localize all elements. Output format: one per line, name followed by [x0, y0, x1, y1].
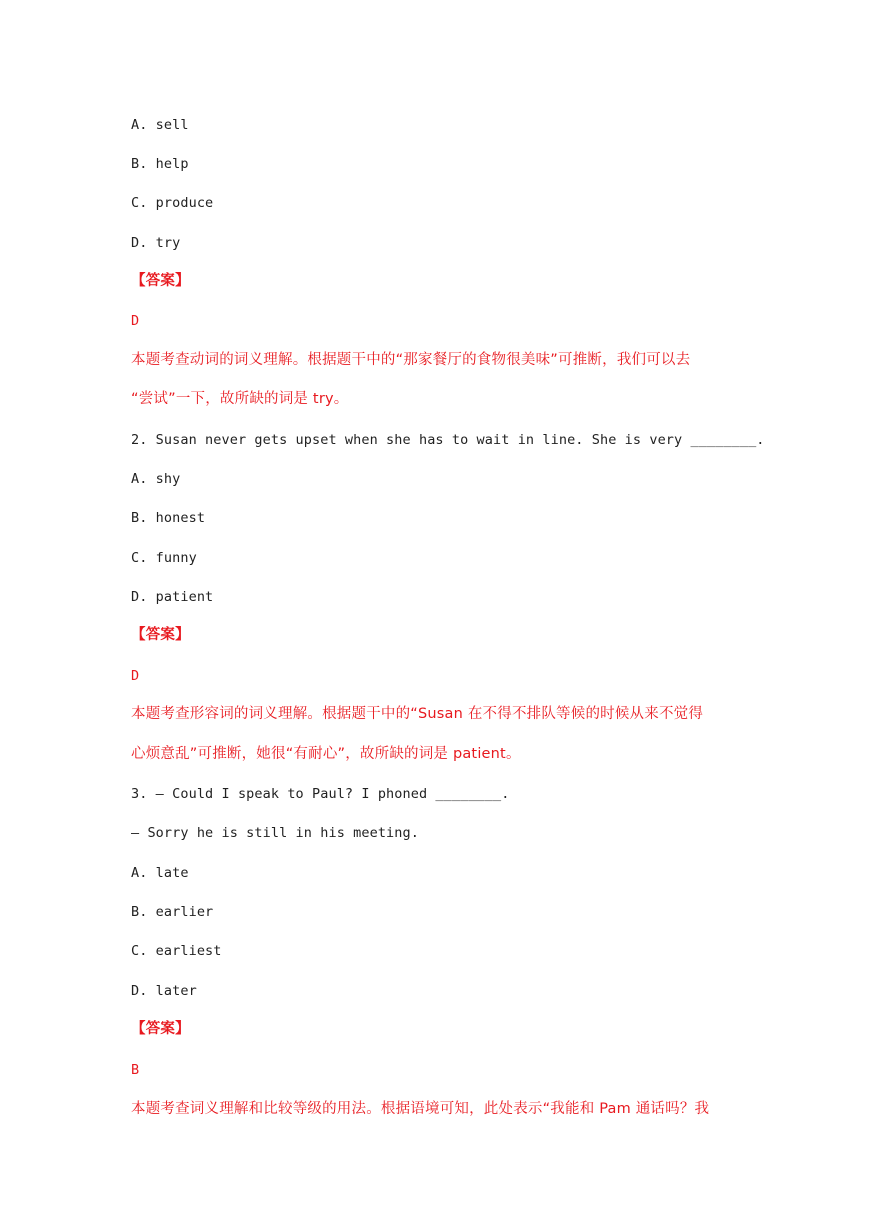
q3-question-line1: 3. — Could I speak to Paul? I phoned ________. [131, 786, 510, 802]
q2-option-c: C. funny [131, 550, 197, 566]
q3-question-line2: — Sorry he is still in his meeting. [131, 825, 419, 841]
q2-explanation-line1: 本题考查形容词的词义理解。根据题干中的“Susan 在不得不排队等候的时候从来不觉得 [131, 706, 704, 722]
q1-explanation-line2: “尝试”一下，故所缺的词是 try。 [131, 391, 349, 407]
q2-option-a: A. shy [131, 471, 181, 487]
q3-option-c: C. earliest [131, 943, 222, 959]
q3-explanation-line1: 本题考查词义理解和比较等级的用法。根据语境可知，此处表示“我能和 Pam 通话吗？我 [131, 1101, 710, 1117]
q3-option-a: A. late [131, 865, 189, 881]
q2-question: 2. Susan never gets upset when she has to wait in line. She is very ________. [131, 432, 765, 448]
q1-option-c: C. produce [131, 195, 214, 211]
q3-answer: B [131, 1062, 140, 1078]
q1-explanation-line1: 本题考查动词的词义理解。根据题干中的“那家餐厅的食物很美味”可推断，我们可以去 [131, 352, 691, 368]
q1-answer-label: 【答案】 [131, 273, 190, 289]
q2-answer: D [131, 668, 140, 684]
q2-explanation-line2: 心烦意乱”可推断，她很“有耐心”，故所缺的词是 patient。 [131, 746, 521, 762]
q2-answer-label: 【答案】 [131, 627, 190, 643]
q1-option-a: A. sell [131, 117, 189, 133]
q3-option-b: B. earlier [131, 904, 214, 920]
q2-option-b: B. honest [131, 510, 206, 526]
q1-answer: D [131, 313, 140, 329]
q2-option-d: D. patient [131, 589, 214, 605]
q3-option-d: D. later [131, 983, 197, 999]
q1-option-b: B. help [131, 156, 189, 172]
q3-answer-label: 【答案】 [131, 1021, 190, 1037]
q1-option-d: D. try [131, 235, 181, 251]
